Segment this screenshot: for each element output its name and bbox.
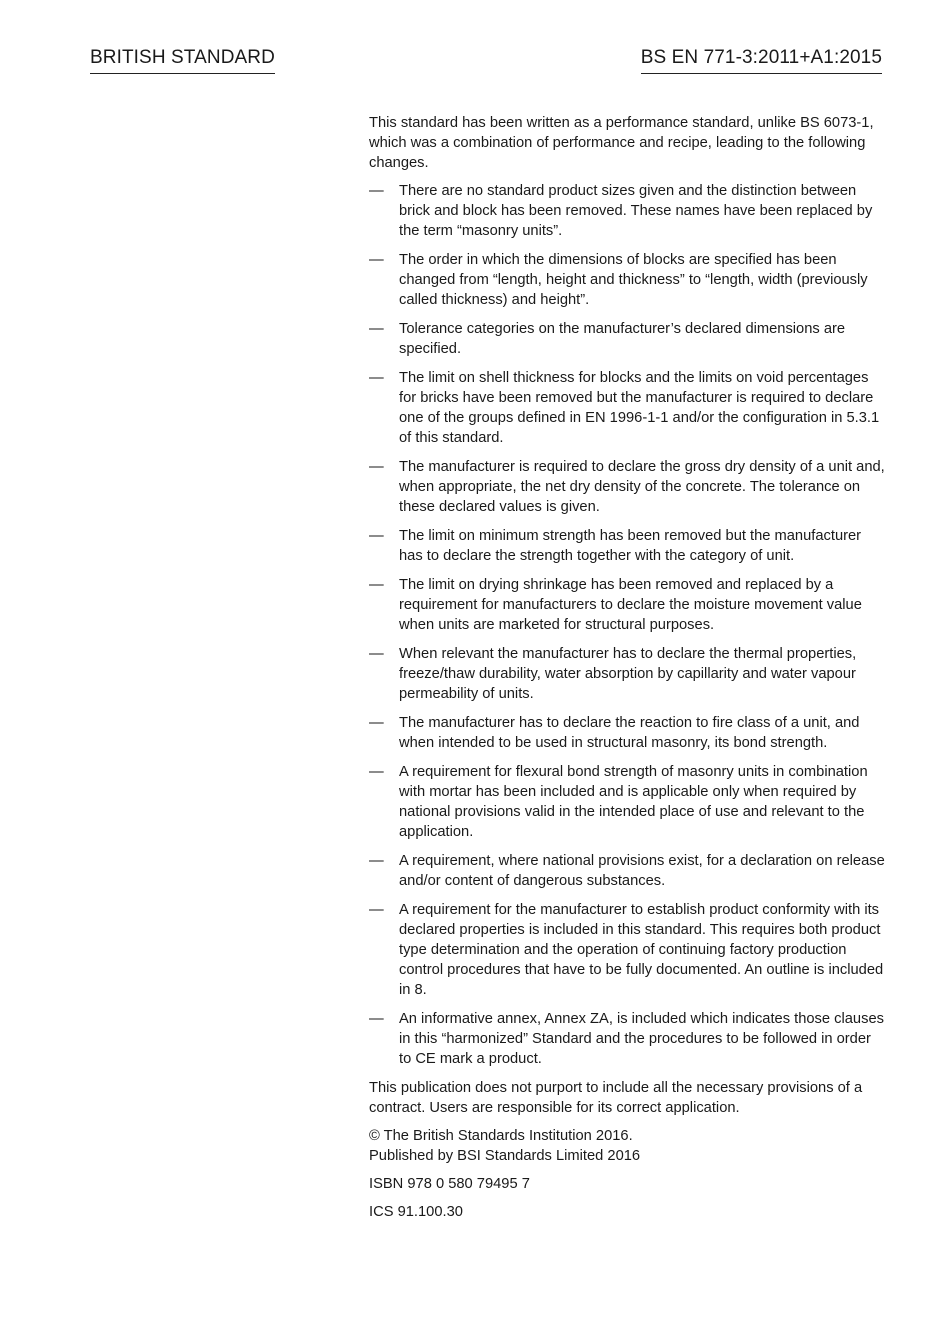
header-standard-label: BRITISH STANDARD: [90, 46, 275, 74]
intro-paragraph: This standard has been written as a performance standard, unlike BS 6073-1, which was a combination of performance and recipe, leading to the following changes.: [369, 115, 874, 171]
dash-marker: —: [369, 853, 384, 869]
disclaimer-paragraph: This publication does not purport to include all the necessary provisions of a contract. Users are responsible for its correct application.: [369, 1080, 863, 1116]
list-item-text: Tolerance categories on the manufacturer’s declared dimensions are specified.: [399, 321, 846, 357]
list-item: [369, 713, 885, 753]
list-item-text: The limit on minimum strength has been removed but the manufacturer has to declare the strength together with the category of unit.: [399, 528, 862, 564]
list-item: [369, 851, 885, 891]
publisher-line: Published by BSI Standards Limited 2016: [369, 1148, 641, 1164]
list-item-text: The limit on drying shrinkage has been removed and replaced by a requirement for manufacturers to declare the moisture movement value when units are marketed for structural purposes.: [399, 577, 862, 633]
list-item: [369, 900, 885, 1000]
copyright-block: [369, 1126, 885, 1166]
list-item-text: The limit on shell thickness for blocks and the limits on void percentages for bricks have been removed but the manufacturer is required to declare one of the groups defined in EN 1996-1-1 and/or the configuration in 5.3.1 of this standard.: [399, 370, 880, 446]
dash-marker: —: [369, 528, 384, 544]
ics-line: ICS 91.100.30: [369, 1204, 463, 1220]
list-item-text: The manufacturer is required to declare the gross dry density of a unit and, when appropriate, the net dry density of the concrete. The tolerance on these declared values is given.: [399, 459, 885, 515]
list-item: [369, 575, 885, 635]
list-item: [369, 250, 885, 310]
list-item: [369, 319, 885, 359]
list-item: [369, 644, 885, 704]
dash-marker: —: [369, 902, 384, 918]
dash-marker: —: [369, 370, 384, 386]
header-standard-number: BS EN 771-3:2011+A1:2015: [641, 46, 882, 74]
list-item-text: There are no standard product sizes given and the distinction between brick and block has been removed. These names have been replaced by the term “masonry units”.: [399, 183, 873, 239]
list-item-text: The order in which the dimensions of blocks are specified has been changed from “length, height and thickness” to “length, width (previously called thickness) and height”.: [399, 252, 868, 308]
list-item: [369, 762, 885, 842]
document-body: [369, 113, 885, 1230]
copyright-line: © The British Standards Institution 2016.: [369, 1128, 633, 1144]
dash-marker: —: [369, 459, 384, 475]
dash-marker: —: [369, 1011, 384, 1027]
list-item: [369, 526, 885, 566]
list-item-text: An informative annex, Annex ZA, is included which indicates those clauses in this “harmonized” Standard and the procedures to be followed in order to CE mark a product.: [399, 1011, 884, 1067]
dash-marker: —: [369, 715, 384, 731]
list-item: [369, 181, 885, 241]
changes-list: [369, 181, 885, 1069]
list-item: [369, 457, 885, 517]
dash-marker: —: [369, 183, 384, 199]
list-item-text: A requirement for flexural bond strength of masonry units in combination with mortar has been included and is applicable only when required by national provisions valid in the intended place of use and relevant to the application.: [399, 764, 868, 840]
list-item-text: A requirement, where national provisions exist, for a declaration on release and/or content of dangerous substances.: [399, 853, 885, 889]
list-item: [369, 1009, 885, 1069]
list-item: [369, 368, 885, 448]
dash-marker: —: [369, 252, 384, 268]
list-item-text: The manufacturer has to declare the reaction to fire class of a unit, and when intended to be used in structural masonry, its bond strength.: [399, 715, 860, 751]
dash-marker: —: [369, 646, 384, 662]
dash-marker: —: [369, 764, 384, 780]
isbn-line: ISBN 978 0 580 79495 7: [369, 1176, 530, 1192]
dash-marker: —: [369, 321, 384, 337]
dash-marker: —: [369, 577, 384, 593]
list-item-text: When relevant the manufacturer has to declare the thermal properties, freeze/thaw durability, water absorption by capillarity and water vapour permeability of units.: [399, 646, 857, 702]
list-item-text: A requirement for the manufacturer to establish product conformity with its declared properties is included in this standard. This requires both product type determination and the operation of continuing factory production control procedures that have to be fully documented. An outline is included in 8.: [399, 902, 884, 998]
